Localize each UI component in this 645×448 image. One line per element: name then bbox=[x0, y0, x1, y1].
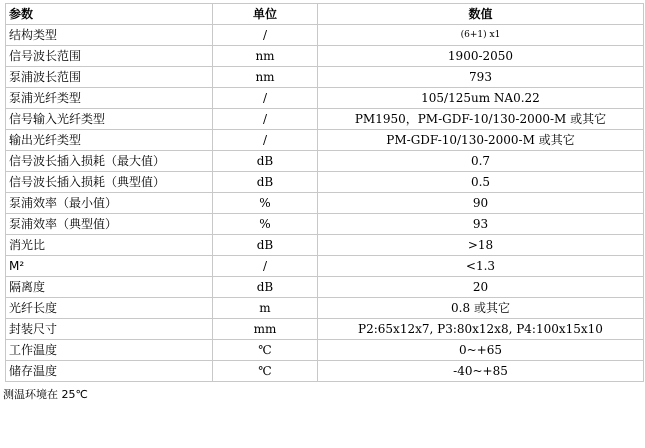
param-cell: 泵浦效率（最小值） bbox=[6, 193, 213, 214]
unit-cell: / bbox=[213, 25, 318, 46]
value-cell: 793 bbox=[318, 67, 644, 88]
value-cell: PM-GDF-10/130-2000-M 或其它 bbox=[318, 130, 644, 151]
param-cell: 工作温度 bbox=[6, 340, 213, 361]
unit-cell: nm bbox=[213, 46, 318, 67]
table-row bbox=[6, 25, 644, 46]
unit-cell: dB bbox=[213, 172, 318, 193]
unit-cell: nm bbox=[213, 67, 318, 88]
param-cell: 信号波长插入损耗（最大值） bbox=[6, 151, 213, 172]
table-row bbox=[6, 46, 644, 67]
unit-cell: mm bbox=[213, 319, 318, 340]
param-cell: 封装尺寸 bbox=[6, 319, 213, 340]
table-header-row bbox=[6, 4, 644, 25]
param-cell: 泵浦波长范围 bbox=[6, 67, 213, 88]
param-cell: 输出光纤类型 bbox=[6, 130, 213, 151]
table-row bbox=[6, 235, 644, 256]
value-cell: 93 bbox=[318, 214, 644, 235]
table-row bbox=[6, 277, 644, 298]
unit-cell: dB bbox=[213, 151, 318, 172]
table-row bbox=[6, 88, 644, 109]
table-row bbox=[6, 193, 644, 214]
unit-cell: / bbox=[213, 130, 318, 151]
value-cell: 105/125um NA0.22 bbox=[318, 88, 644, 109]
table-row bbox=[6, 256, 644, 277]
table-row bbox=[6, 214, 644, 235]
value-cell: P2:65x12x7, P3:80x12x8, P4:100x15x10 bbox=[318, 319, 644, 340]
value-cell: 0~+65 bbox=[318, 340, 644, 361]
value-cell: 0.7 bbox=[318, 151, 644, 172]
param-cell: 储存温度 bbox=[6, 361, 213, 382]
unit-cell: dB bbox=[213, 277, 318, 298]
unit-cell: m bbox=[213, 298, 318, 319]
table-row bbox=[6, 298, 644, 319]
table-row bbox=[6, 109, 644, 130]
footnote: 测温环境在 25℃ bbox=[3, 388, 88, 401]
param-cell: 隔离度 bbox=[6, 277, 213, 298]
unit-cell: dB bbox=[213, 235, 318, 256]
table-row bbox=[6, 361, 644, 382]
value-cell: 20 bbox=[318, 277, 644, 298]
table-row bbox=[6, 340, 644, 361]
value-cell: 0.8 或其它 bbox=[318, 298, 644, 319]
param-cell: 泵浦效率（典型值） bbox=[6, 214, 213, 235]
value-cell: 1900-2050 bbox=[318, 46, 644, 67]
param-cell: 光纤长度 bbox=[6, 298, 213, 319]
param-cell: M² bbox=[6, 256, 213, 277]
table-row bbox=[6, 67, 644, 88]
unit-cell: % bbox=[213, 193, 318, 214]
param-cell: 信号输入光纤类型 bbox=[6, 109, 213, 130]
value-cell: >18 bbox=[318, 235, 644, 256]
table-row bbox=[6, 319, 644, 340]
unit-cell: ℃ bbox=[213, 361, 318, 382]
param-cell: 信号波长范围 bbox=[6, 46, 213, 67]
param-cell: 消光比 bbox=[6, 235, 213, 256]
value-cell: (6+1) x1 bbox=[318, 25, 644, 46]
value-cell: 90 bbox=[318, 193, 644, 214]
header-param: 参数 bbox=[6, 4, 213, 25]
table-row bbox=[6, 151, 644, 172]
value-cell: PM1950，PM-GDF-10/130-2000-M 或其它 bbox=[318, 109, 644, 130]
value-cell: <1.3 bbox=[318, 256, 644, 277]
param-cell: 泵浦光纤类型 bbox=[6, 88, 213, 109]
table-row bbox=[6, 172, 644, 193]
unit-cell: / bbox=[213, 88, 318, 109]
header-value: 数值 bbox=[318, 4, 644, 25]
unit-cell: % bbox=[213, 214, 318, 235]
table-row bbox=[6, 130, 644, 151]
param-cell: 结构类型 bbox=[6, 25, 213, 46]
unit-cell: / bbox=[213, 109, 318, 130]
value-cell: 0.5 bbox=[318, 172, 644, 193]
value-cell: -40~+85 bbox=[318, 361, 644, 382]
header-unit: 单位 bbox=[213, 4, 318, 25]
spec-table bbox=[5, 3, 644, 382]
unit-cell: ℃ bbox=[213, 340, 318, 361]
param-cell: 信号波长插入损耗（典型值） bbox=[6, 172, 213, 193]
unit-cell: / bbox=[213, 256, 318, 277]
